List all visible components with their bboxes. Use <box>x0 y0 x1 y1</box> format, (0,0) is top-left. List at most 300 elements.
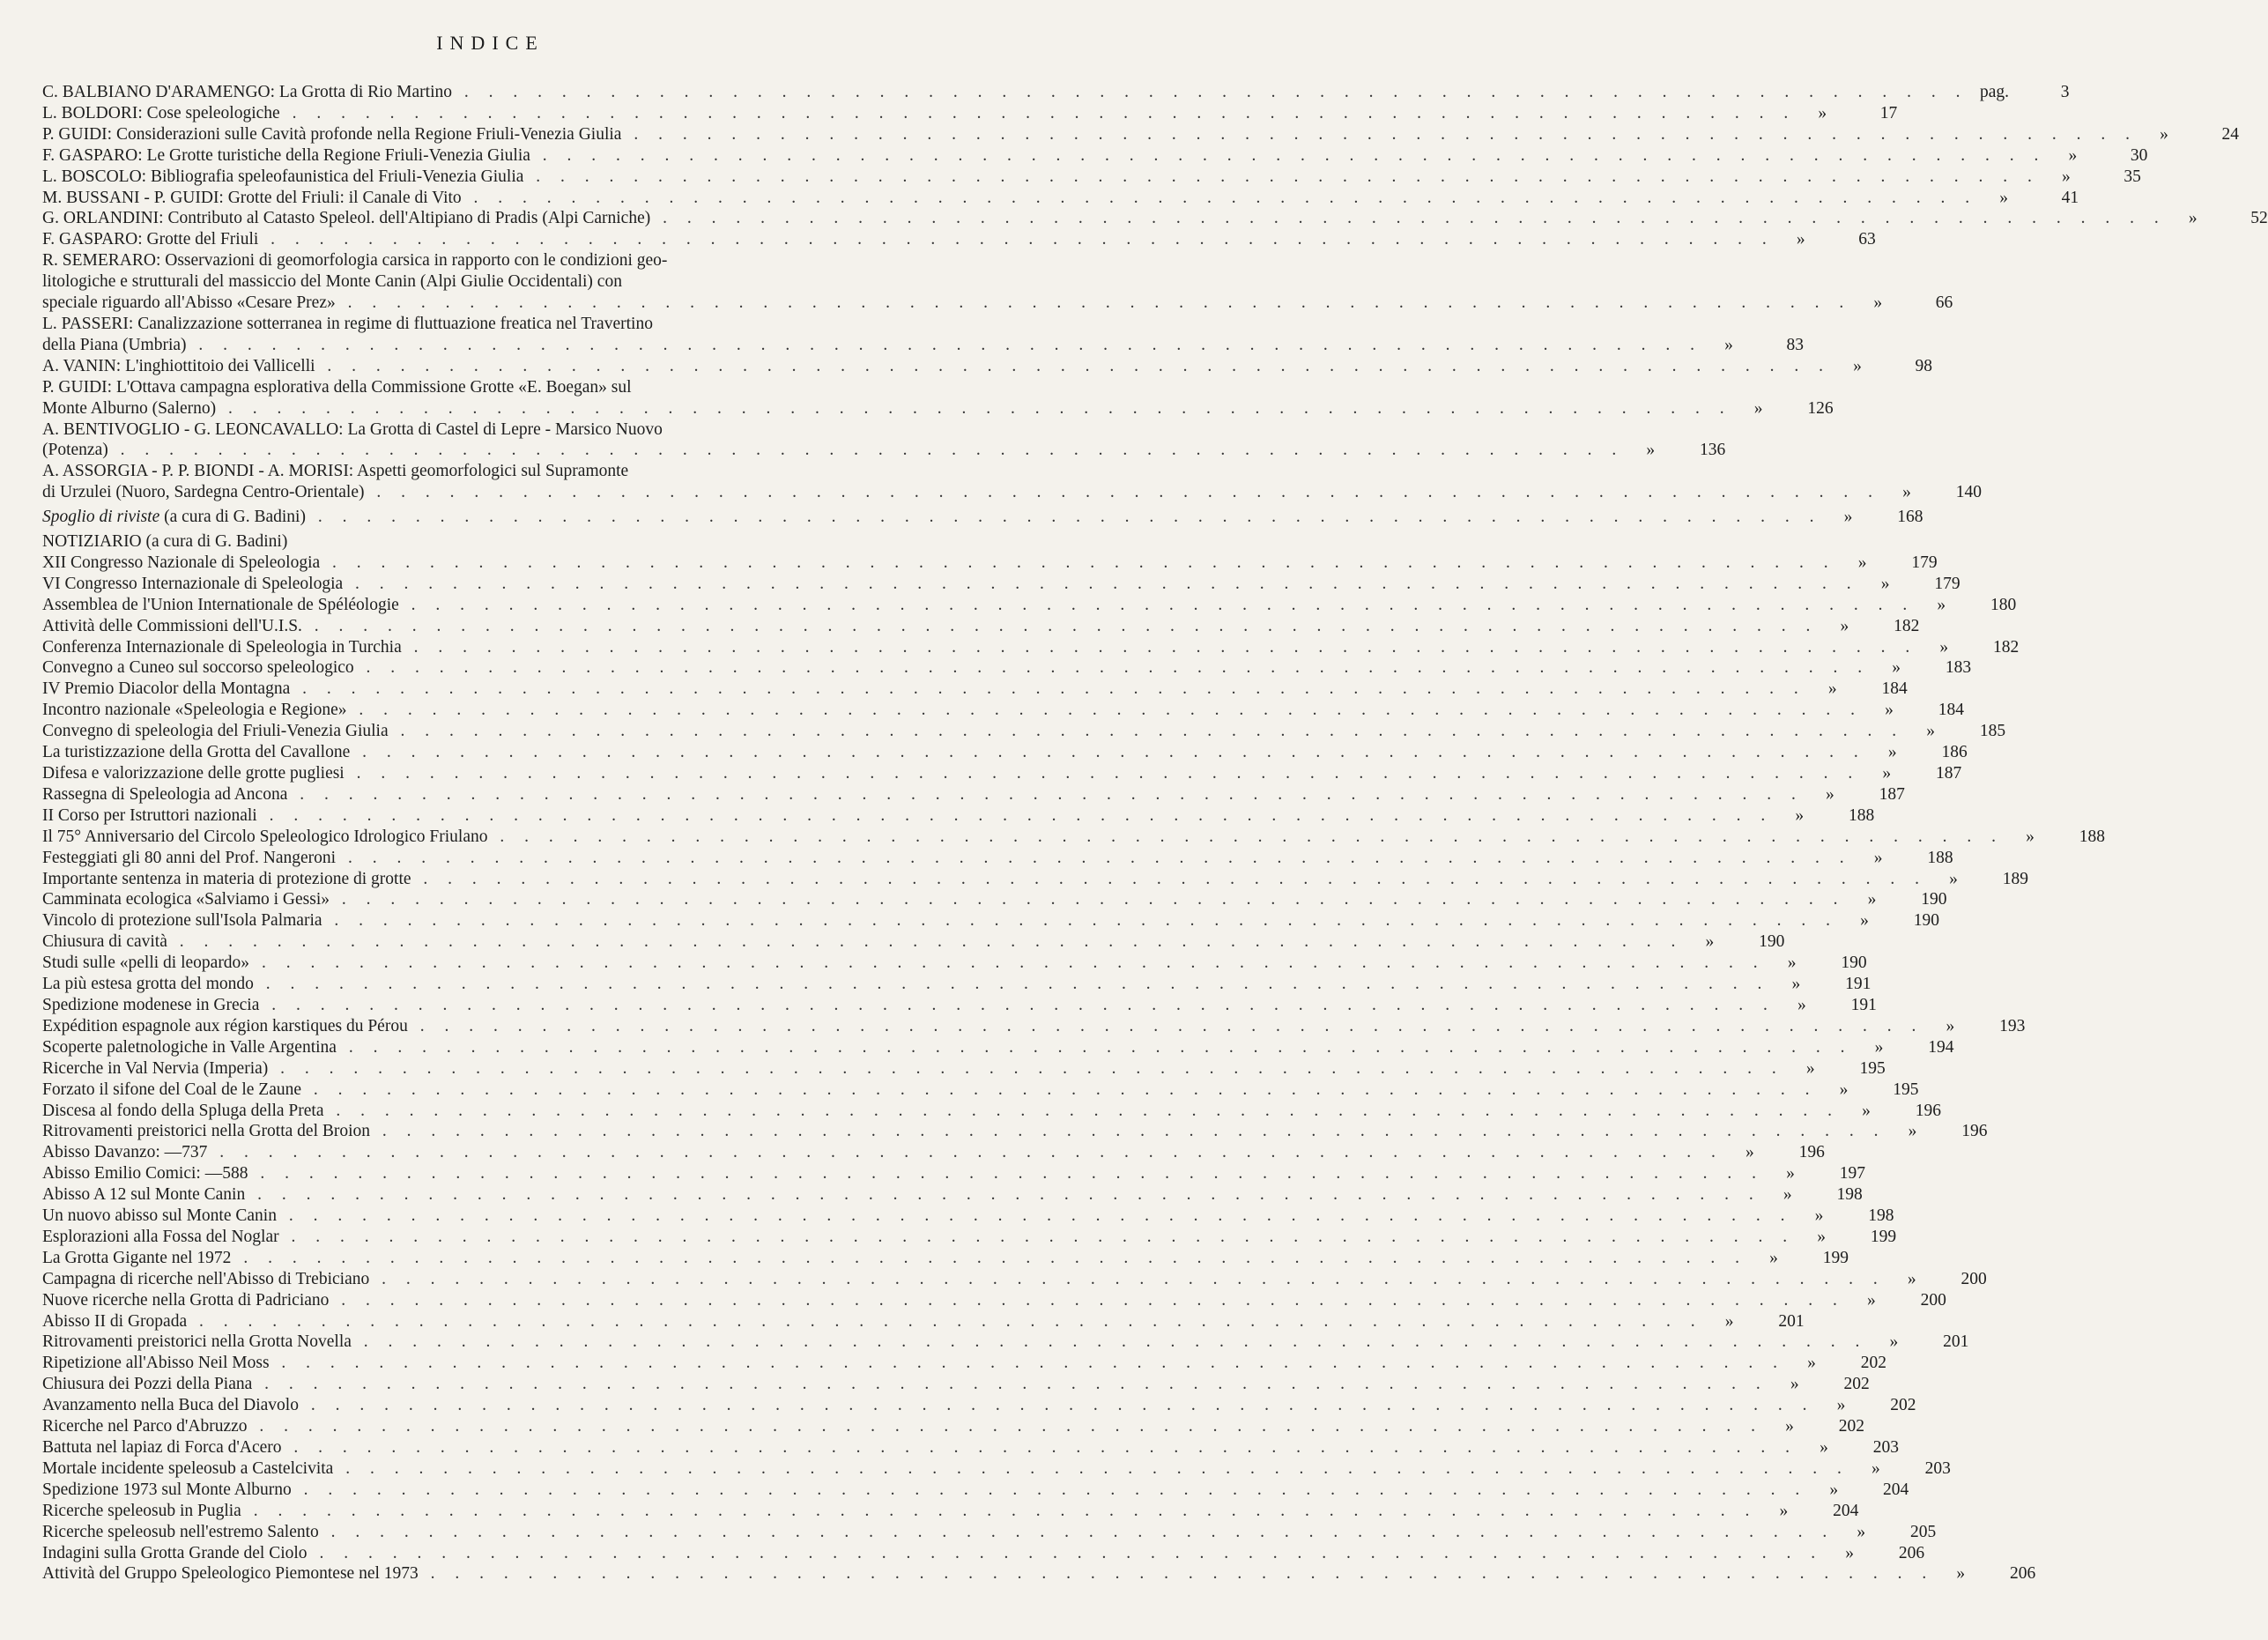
page-number: 193 <box>1999 1016 2026 1035</box>
page-number: 187 <box>1935 764 1962 783</box>
page-marker: » <box>1887 743 1897 762</box>
entry-title <box>42 1016 1923 1037</box>
leader-dots: . . . . . . . . . . . . . . . . . . . . . . . . . . . . . . . . . . . . . . . . . . . . . . . . . . . . . . . . . . . . . . <box>318 1522 1835 1541</box>
entry-title-text: Nuove ricerche nella Grotta di Padriciano <box>42 1290 330 1310</box>
page-number: 203 <box>1872 1438 1900 1457</box>
toc-entry <box>42 1080 1919 1101</box>
page-number: 189 <box>2002 869 2029 888</box>
leader-dots: . . . . . . . . . . . . . . . . . . . . . . . . . . . . . . . . . . . . . . . . . . . . . . . . . . . . . . . . . . . . . . <box>281 1438 1798 1457</box>
entry-title-text: C. BALBIANO D'ARAMENGO: La Grotta di Rio Martino <box>42 83 452 101</box>
entry-title-text: La Grotta Gigante nel 1972 <box>42 1248 232 1267</box>
entry-title <box>42 974 1769 995</box>
entry-title <box>42 1311 1703 1332</box>
entry-title-text: Esplorazioni alla Fossa del Noglar <box>42 1227 279 1246</box>
entry-title-italic: Spoglio di riviste <box>42 508 160 527</box>
toc-entry <box>42 657 1972 679</box>
leader-dots: . . . . . . . . . . . . . . . . . . . . . . . . . . . . . . . . . . . . . . . . . . . . . . . . . . . . . . . . . . . . . . <box>245 1185 1761 1205</box>
leader-dots: . . . . . . . . . . . . . . . . . . . . . . . . . . . . . . . . . . . . . . . . . . . . . . . . . . . . . . . . . . . . . . <box>276 1206 1793 1226</box>
page-marker <box>822 531 875 553</box>
page-number: 3 <box>2060 83 2070 101</box>
toc-entry <box>42 637 2020 658</box>
page-marker: » <box>1839 1080 1849 1099</box>
leader-dots: . . . . . . . . . . . . . . . . . . . . . . . . . . . . . . . . . . . . . . . . . . . . . . . . . . . . . . . . . . . . . . <box>330 890 1846 909</box>
toc-entry <box>42 1395 1916 1416</box>
entry-title <box>42 1353 1785 1374</box>
entry-title <box>42 229 1775 250</box>
page-marker: » <box>1814 1206 1824 1226</box>
entry-title-text: Abisso A 12 sul Monte Canin <box>42 1185 246 1205</box>
page-marker: pag. <box>1979 83 2009 101</box>
leader-dots: . . . . . . . . . . . . . . . . . . . . . . . . . . . . . . . . . . . . . . . . . . . . . . . . . . . . . . . . . . . . . . <box>290 679 1806 699</box>
page-number: 196 <box>1915 1101 1941 1120</box>
leader-dots: . . . . . . . . . . . . . . . . . . . . . . . . . . . . . . . . . . . . . . . . . . . . . . . . . . . . . . . . . . . . . . <box>231 1248 1747 1267</box>
entry-title-line: (Potenza) <box>42 441 108 460</box>
toc-entry <box>42 1163 1865 1184</box>
page-number: 204 <box>1882 1480 1909 1499</box>
page-number: 190 <box>1921 890 1947 909</box>
page-number: 191 <box>1845 975 1871 994</box>
leader-dots: . . . . . . . . . . . . . . . . . . . . . . . . . . . . . . . . . . . . . . . . . . . . . . . . . . . . . . . . . . . . . . <box>523 167 2040 186</box>
toc-entry <box>42 595 2017 616</box>
page-marker: » <box>1827 679 1837 699</box>
entry-title-text: Assemblea de l'Union Internationale de Spéléologie <box>42 595 399 614</box>
page-number: 195 <box>1893 1080 1919 1099</box>
entry-title <box>42 1206 1792 1227</box>
entry-title-text: Chiusura dei Pozzi della Piana <box>42 1375 253 1394</box>
toc-entry <box>42 931 1785 953</box>
leader-dots: . . . . . . . . . . . . . . . . . . . . . . . . . . . . . . . . . . . . . . . . . . . . . . . . . . . . . . . . . . . . . . <box>278 1227 1796 1246</box>
toc-entry <box>42 1563 2036 1584</box>
page-number: 204 <box>1833 1501 1859 1520</box>
entry-title-text: Festeggiati gli 80 anni del Prof. Nangeroni <box>42 848 337 867</box>
page-marker: » <box>1818 103 1827 122</box>
toc-entry <box>42 848 1953 869</box>
page-marker: » <box>2068 145 2078 165</box>
leader-dots: . . . . . . . . . . . . . . . . . . . . . . . . . . . . . . . . . . . . . . . . . . . . . . . . . . . . . . . . . . . . . . <box>253 975 1770 994</box>
page-number: 179 <box>1911 553 1938 572</box>
page-number: 201 <box>1943 1332 1969 1352</box>
toc-entry <box>42 1416 1865 1437</box>
page-number: 188 <box>2079 827 2105 846</box>
entry-title-text: La turistizzazione della Grotta del Cavallone <box>42 743 351 762</box>
page-number: 185 <box>1979 722 2006 741</box>
page-number: 198 <box>1836 1185 1863 1205</box>
page-number: 179 <box>1934 574 1960 593</box>
page-number: 200 <box>1960 1269 1987 1288</box>
page-marker: » <box>1779 1501 1789 1520</box>
toc-entry <box>42 461 1982 503</box>
page-marker: » <box>1949 869 1958 888</box>
page-marker: » <box>1853 356 1862 375</box>
leader-dots: . . . . . . . . . . . . . . . . . . . . . . . . . . . . . . . . . . . . . . . . . . . . . . . . . . . . . . . . . . . . . . <box>398 595 1916 614</box>
leader-dots: . . . . . . . . . . . . . . . . . . . . . . . . . . . . . . . . . . . . . . . . . . . . . . . . . . . . . . . . . . . . . . <box>207 1143 1723 1162</box>
entry-title <box>42 1395 1814 1416</box>
entry-title <box>42 1058 1784 1080</box>
page-marker: » <box>1956 1564 1966 1584</box>
entry-title <box>42 1121 1886 1142</box>
page-number: 30 <box>2130 145 2148 165</box>
page-number: 190 <box>1841 954 1867 973</box>
page-marker: » <box>1791 975 1801 994</box>
entry-title-line: A. BENTIVOGLIO - G. LEONCAVALLO: La Grotta di Castel di Lepre - Marsico Nuovo <box>42 419 663 439</box>
entry-title <box>42 167 2040 188</box>
page-marker: » <box>2160 124 2168 144</box>
leader-dots: . . . . . . . . . . . . . . . . . . . . . . . . . . . . . . . . . . . . . . . . . . . . . . . . . . . . . . . . . . . . . . <box>329 1290 1845 1310</box>
page-marker: » <box>1946 1016 1955 1035</box>
entry-title <box>42 124 2138 145</box>
page-number: 168 <box>1897 508 1923 527</box>
toc-entry <box>42 250 1953 314</box>
page-marker: » <box>1786 1164 1795 1184</box>
toc-entry <box>42 1248 1849 1269</box>
entry-title-text: Forzato il sifone del Coal de le Zaune <box>42 1080 302 1099</box>
entry-title <box>42 637 1917 658</box>
entry-title-rest: (a cura di G. Badini) <box>159 508 306 527</box>
entry-title-text: Abisso Davanzo: —737 <box>42 1143 208 1162</box>
toc-entry <box>42 208 2268 229</box>
leader-dots: . . . . . . . . . . . . . . . . . . . . . . . . . . . . . . . . . . . . . . . . . . . . . . . . . . . . . . . . . . . . . . <box>249 954 1766 973</box>
entry-title <box>42 250 1851 314</box>
leader-dots: . . . . . . . . . . . . . . . . . . . . . . . . . . . . . . . . . . . . . . . . . . . . . . . . . . . . . . . . . . . . . . <box>167 932 1684 952</box>
leader-dots: . . . . . . . . . . . . . . . . . . . . . . . . . . . . . . . . . . . . . . . . . . . . . . . . . . . . . . . . . . . . . . <box>487 827 2004 846</box>
entry-title <box>42 721 1904 742</box>
entry-title-text: M. BUSSANI - P. GUIDI: Grotte del Friuli: il Canale di Vito <box>42 188 462 207</box>
entry-title <box>42 679 1806 700</box>
leader-dots: . . . . . . . . . . . . . . . . . . . . . . . . . . . . . . . . . . . . . . . . . . . . . . . . . . . . . . . . . . . . . . <box>350 743 1866 762</box>
entry-title-text: Ricerche speleosub in Puglia <box>42 1501 241 1520</box>
page-marker: » <box>1829 1480 1839 1499</box>
entry-title-text: Avanzamento nella Buca del Diavolo <box>42 1396 299 1415</box>
page-marker: » <box>1867 890 1877 909</box>
entry-title <box>42 1543 1823 1564</box>
toc-entry <box>42 616 1920 637</box>
page-number: 140 <box>1955 483 1982 502</box>
toc-entry <box>42 103 1898 124</box>
leader-dots: . . . . . . . . . . . . . . . . . . . . . . . . . . . . . . . . . . . . . . . . . . . . . . . . . . . . . . . . . . . . . . <box>258 230 1775 249</box>
toc-entry <box>42 910 1940 931</box>
toc-entry <box>42 1058 1886 1080</box>
entry-title <box>42 995 1775 1016</box>
entry-title-text: Importante sentenza in materia di protezione di grotte <box>42 869 411 888</box>
page-number: 24 <box>2221 124 2239 144</box>
entry-title-text: Ricerche in Val Nervia (Imperia) <box>42 1058 269 1078</box>
entry-title <box>42 595 1915 616</box>
leader-dots: . . . . . . . . . . . . . . . . . . . . . . . . . . . . . . . . . . . . . . . . . . . . . . . . . . . . . . . . . . . . . . <box>323 1101 1840 1120</box>
page-marker: » <box>1902 483 1911 502</box>
entry-title-text: F. GASPARO: Le Grotte turistiche della Regione Friuli-Venezia Giulia <box>42 145 530 165</box>
entry-title-text: Convegno a Cuneo sul soccorso speleologico <box>42 658 354 678</box>
leader-dots: . . . . . . . . . . . . . . . . . . . . . . . . . . . . . . . . . . . . . . . . . . . . . . . . . . . . . . . . . . . . . . <box>241 1501 1758 1520</box>
leader-dots: . . . . . . . . . . . . . . . . . . . . . . . . . . . . . . . . . . . . . . . . . . . . . . . . . . . . . . . . . . . . . . <box>216 398 1732 418</box>
entry-title-text: Chiusura di cavità <box>42 932 167 952</box>
toc-entry <box>42 974 1871 995</box>
leader-dots: . . . . . . . . . . . . . . . . . . . . . . . . . . . . . . . . . . . . . . . . . . . . . . . . . . . . . . . . . . . . . . <box>315 356 1832 375</box>
entry-title-line: speciale riguardo all'Abisso «Cesare Prez» <box>42 293 336 313</box>
toc-entry <box>42 1290 1946 1311</box>
entry-title-text: XII Congresso Nazionale di Speleologia <box>42 553 321 572</box>
toc-entry <box>42 869 2029 890</box>
table-of-contents <box>42 82 2268 1584</box>
page-marker: » <box>1882 764 1892 783</box>
entry-title-line: della Piana (Umbria) <box>42 335 187 354</box>
page-number: 191 <box>1850 995 1877 1014</box>
entry-title-line: litologiche e strutturali del massiccio del Monte Canin (Alpi Giulie Occidentali) con <box>42 272 622 292</box>
page-marker: » <box>1785 1417 1794 1436</box>
toc-entry <box>42 1501 1859 1522</box>
entry-title <box>42 1101 1840 1122</box>
page-marker: » <box>1820 1438 1828 1457</box>
entry-title-text: L. BOLDORI: Cose speleologiche <box>42 103 280 122</box>
page-number: 200 <box>1920 1290 1946 1310</box>
page-marker: » <box>1885 701 1894 720</box>
page-marker: » <box>1769 1248 1778 1267</box>
toc-entry <box>42 1374 1870 1395</box>
page-number: 63 <box>1858 230 1876 249</box>
leader-dots: . . . . . . . . . . . . . . . . . . . . . . . . . . . . . . . . . . . . . . . . . . . . . . . . . . . . . . . . . . . . . . <box>369 1269 1886 1288</box>
entry-title <box>42 657 1870 679</box>
toc-entry <box>42 1016 2026 1037</box>
entry-title <box>42 1080 1818 1101</box>
page-number: 41 <box>2061 188 2079 207</box>
page-number: 195 <box>1859 1058 1886 1078</box>
page-marker: » <box>1790 1375 1799 1394</box>
page-marker: » <box>1705 932 1715 952</box>
entry-title-text: Spedizione 1973 sul Monte Alburno <box>42 1480 292 1499</box>
leader-dots: . . . . . . . . . . . . . . . . . . . . . . . . . . . . . . . . . . . . . . . . . . . . . . . . . . . . . . . . . . . . . . <box>411 869 1928 888</box>
toc-entry <box>42 1522 1937 1543</box>
leader-dots: . . . . . . . . . . . . . . . . . . . . . . . . . . . . . . . . . . . . . . . . . . . . . . . . . . . . . . . . . . . . . . <box>247 1417 1764 1436</box>
page-number: 187 <box>1879 784 1905 804</box>
leader-dots: . . . . . . . . . . . . . . . . . . . . . . . . . . . . . . . . . . . . . . . . . . . . . . . . . . . . . . . . . . . . . . <box>451 83 1968 101</box>
toc-entry <box>42 1353 1887 1374</box>
entry-title <box>42 1163 1764 1184</box>
page-number: 194 <box>1928 1037 1954 1057</box>
page-marker: » <box>2188 209 2198 228</box>
entry-title <box>42 1248 1747 1269</box>
entry-title-text: Il 75° Anniversario del Circolo Speleologico Idrologico Friulano <box>42 827 488 846</box>
entry-title <box>42 763 1860 784</box>
page-marker: » <box>1860 911 1869 931</box>
leader-dots: . . . . . . . . . . . . . . . . . . . . . . . . . . . . . . . . . . . . . . . . . . . . . . . . . . . . . . . . . . . . . . <box>269 1354 1786 1373</box>
page-marker: » <box>1907 1269 1916 1288</box>
entry-title <box>42 82 1968 103</box>
entry-title <box>42 574 1859 595</box>
entry-title <box>42 827 2004 848</box>
leader-dots: . . . . . . . . . . . . . . . . . . . . . . . . . . . . . . . . . . . . . . . . . . . . . . . . . . . . . . . . . . . . . . <box>333 1458 1849 1478</box>
leader-dots: . . . . . . . . . . . . . . . . . . . . . . . . . . . . . . . . . . . . . . . . . . . . . . . . . . . . . . . . . . . . . . <box>351 1332 1868 1352</box>
toc-entry <box>42 419 1726 462</box>
page-number: 182 <box>1993 637 2020 657</box>
leader-dots: . . . . . . . . . . . . . . . . . . . . . . . . . . . . . . . . . . . . . . . . . . . . . . . . . . . . . . . . . . . . . . <box>322 911 1839 931</box>
entry-title <box>42 889 1846 910</box>
entry-title <box>42 1480 1807 1501</box>
page-marker: » <box>1783 1185 1792 1205</box>
toc-entry <box>42 1121 1988 1142</box>
page-marker: » <box>1646 441 1656 460</box>
entry-title-text: A. VANIN: L'inghiottitoio dei Vallicelli <box>42 356 315 375</box>
toc-entry <box>42 553 1938 574</box>
toc-entry <box>42 995 1877 1016</box>
leader-dots: . . . . . . . . . . . . . . . . . . . . . . . . . . . . . . . . . . . . . . . . . . . . . . . . . . . . . . . . . . . . . . <box>307 1543 1824 1562</box>
section-heading: NOTIZIARIO (a cura di G. Badini) <box>42 532 288 552</box>
toc-entry <box>42 507 1923 528</box>
leader-dots: . . . . . . . . . . . . . . . . . . . . . . . . . . . . . . . . . . . . . . . . . . . . . . . . . . . . . . . . . . . . . . <box>344 764 1861 783</box>
page-marker: » <box>1874 1037 1884 1057</box>
entry-title-text: Conferenza Internazionale di Speleologia in Turchia <box>42 637 402 657</box>
leader-dots: . . . . . . . . . . . . . . . . . . . . . . . . . . . . . . . . . . . . . . . . . . . . . . . . . . . . . . . . . . . . . . <box>407 1016 1924 1035</box>
page-number: 190 <box>1913 911 1940 931</box>
page-marker: » <box>1753 398 1763 418</box>
leader-dots: . . . . . . . . . . . . . . . . . . . . . . . . . . . . . . . . . . . . . . . . . . . . . . . . . . . . . . . . . . . . . . <box>388 722 1905 741</box>
entry-title-text: Campagna di ricerche nell'Abisso di Trebiciano <box>42 1269 370 1288</box>
entry-title-text: Mortale incidente speleosub a Castelcivita <box>42 1458 334 1478</box>
entry-title-text: Un nuovo abisso sul Monte Canin <box>42 1206 277 1226</box>
leader-dots: . . . . . . . . . . . . . . . . . . . . . . . . . . . . . . . . . . . . . . . . . . . . . . . . . . . . . . . . . . . . . . <box>287 784 1804 804</box>
page-marker: » <box>1939 637 1949 657</box>
toc-entry <box>42 1480 1909 1501</box>
entry-title <box>42 377 1732 419</box>
entry-title <box>42 953 1766 974</box>
entry-title <box>42 1374 1768 1395</box>
page-number: 199 <box>1822 1248 1849 1267</box>
page-number: 202 <box>1890 1396 1916 1415</box>
toc-entry <box>42 742 1968 763</box>
entry-title <box>42 314 1702 356</box>
toc-entry <box>42 1458 1951 1480</box>
toc-entry <box>42 82 2070 103</box>
toc-entry <box>42 1543 1925 1564</box>
entry-title <box>42 1290 1845 1311</box>
page-marker: » <box>1796 230 1805 249</box>
entry-title <box>42 1184 1761 1206</box>
entry-title <box>42 931 1683 953</box>
entry-title-text: Discesa al fondo della Spluga della Preta <box>42 1101 324 1120</box>
page-marker: » <box>1889 1332 1899 1352</box>
page-marker: » <box>1873 848 1883 867</box>
entry-title <box>42 419 1624 462</box>
leader-dots: . . . . . . . . . . . . . . . . . . . . . . . . . . . . . . . . . . . . . . . . . . . . . . . . . . . . . . . . . . . . . . <box>298 1396 1815 1415</box>
leader-dots: . . . . . . . . . . . . . . . . . . . . . . . . . . . . . . . . . . . . . . . . . . . . . . . . . . . . . . . . . . . . . . <box>256 805 1774 825</box>
entry-title-line: di Urzulei (Nuoro, Sardegna Centro-Orientale) <box>42 483 365 502</box>
page-number: 202 <box>1843 1375 1870 1394</box>
toc-entry <box>42 377 1834 419</box>
entry-title-text: Attività delle Commissioni dell'U.I.S. <box>42 616 302 635</box>
leader-dots: . . . . . . . . . . . . . . . . . . . . . . . . . . . . . . . . . . . . . . . . . . . . . . . . . . . . . . . . . . . . . . <box>305 508 1822 527</box>
page-number <box>875 531 923 553</box>
leader-dots: . . . . . . . . . . . . . . . . . . . . . . . . . . . . . . . . . . . . . . . . . . . . . . . . . . . . . . . . . . . . . . <box>336 848 1852 867</box>
leader-dots: . . . . . . . . . . . . . . . . . . . . . . . . . . . . . . . . . . . . . . . . . . . . . . . . . . . . . . . . . . . . . . <box>343 574 1859 593</box>
toc-entry <box>42 953 1867 974</box>
entry-title <box>42 700 1863 721</box>
entry-title-text: La più estesa grotta del mondo <box>42 975 254 994</box>
entry-title <box>42 1522 1834 1543</box>
entry-title-line: R. SEMERARO: Osservazioni di geomorfologia carsica in rapporto con le condizioni geo- <box>42 251 668 271</box>
entry-title-text: Camminata ecologica «Salviamo i Gessi» <box>42 890 330 909</box>
toc-entry <box>42 889 1947 910</box>
page-number: 17 <box>1879 103 1898 122</box>
entry-title <box>42 869 1927 890</box>
entry-title-text: Ritrovamenti preistorici nella Grotta del Broion <box>42 1122 371 1141</box>
page-number: 83 <box>1786 335 1805 354</box>
entry-title <box>42 1227 1795 1248</box>
entry-title-text: VI Congresso Internazionale di Speleologia <box>42 574 344 593</box>
toc-entry <box>42 1184 1863 1206</box>
leader-dots: . . . . . . . . . . . . . . . . . . . . . . . . . . . . . . . . . . . . . . . . . . . . . . . . . . . . . . . . . . . . . . <box>107 441 1625 460</box>
toc-entry <box>42 1227 1897 1248</box>
entry-title <box>42 784 1804 805</box>
entry-title <box>42 208 2167 229</box>
page-marker: » <box>2026 827 2035 846</box>
entry-title <box>42 188 1977 209</box>
entry-title <box>42 1037 1852 1058</box>
leader-dots: . . . . . . . . . . . . . . . . . . . . . . . . . . . . . . . . . . . . . . . . . . . . . . . . . . . . . . . . . . . . . . <box>187 1311 1703 1331</box>
entry-title <box>42 1501 1757 1522</box>
page-marker: » <box>1892 658 1901 678</box>
page-number: 52 <box>2250 209 2268 228</box>
entry-title <box>42 103 1796 124</box>
page-number: 198 <box>1868 1206 1894 1226</box>
entry-title-text: Spedizione modenese in Grecia <box>42 995 260 1014</box>
page-number: 98 <box>1915 356 1933 375</box>
toc-entry <box>42 124 2239 145</box>
entry-title <box>42 910 1838 931</box>
leader-dots: . . . . . . . . . . . . . . . . . . . . . . . . . . . . . . . . . . . . . . . . . . . . . . . . . . . . . . . . . . . . . . <box>248 1164 1764 1184</box>
leader-dots: . . . . . . . . . . . . . . . . . . . . . . . . . . . . . . . . . . . . . . . . . . . . . . . . . . . . . . . . . . . . . . <box>301 1080 1818 1099</box>
leader-dots: . . . . . . . . . . . . . . . . . . . . . . . . . . . . . . . . . . . . . . . . . . . . . . . . . . . . . . . . . . . . . . <box>268 1058 1784 1078</box>
entry-title-text: Indagini sulla Grotta Grande del Ciolo <box>42 1543 308 1562</box>
entry-title <box>42 507 1821 528</box>
entry-title <box>42 1563 1934 1584</box>
leader-dots: . . . . . . . . . . . . . . . . . . . . . . . . . . . . . . . . . . . . . . . . . . . . . . . . . . . . . . . . . . . . . . <box>186 335 1703 354</box>
toc-entry <box>42 784 1905 805</box>
page-marker: » <box>1857 553 1867 572</box>
leader-dots: . . . . . . . . . . . . . . . . . . . . . . . . . . . . . . . . . . . . . . . . . . . . . . . . . . . . . . . . . . . . . . <box>279 103 1797 122</box>
entry-title-text: IV Premio Diacolor della Montagna <box>42 679 291 699</box>
toc-entry <box>42 229 1876 250</box>
leader-dots: . . . . . . . . . . . . . . . . . . . . . . . . . . . . . . . . . . . . . . . . . . . . . . . . . . . . . . . . . . . . . . <box>291 1480 1808 1499</box>
leader-dots: . . . . . . . . . . . . . . . . . . . . . . . . . . . . . . . . . . . . . . . . . . . . . . . . . . . . . . . . . . . . . . <box>301 616 1819 635</box>
page-number: 184 <box>1938 701 1964 720</box>
entry-title-text: Ricerche speleosub nell'estremo Salento <box>42 1522 319 1541</box>
toc-entry <box>42 805 1875 827</box>
toc-entry <box>42 1311 1805 1332</box>
page-marker: » <box>1908 1122 1917 1141</box>
entry-title-line: P. GUIDI: L'Ottava campagna esplorativa della Commissione Grotte «E. Boegan» sul <box>42 377 632 397</box>
entry-title-text: II Corso per Istruttori nazionali <box>42 805 257 825</box>
entry-title <box>42 1437 1797 1458</box>
entry-title <box>42 1416 1763 1437</box>
toc-entry <box>42 700 1964 721</box>
entry-title-text: Incontro nazionale «Speleologia e Regione» <box>42 701 347 720</box>
page-marker: » <box>1836 1396 1846 1415</box>
page-marker: » <box>1845 1543 1854 1562</box>
entry-title <box>42 742 1866 763</box>
page-number: 202 <box>1838 1417 1865 1436</box>
page-marker: » <box>1817 1227 1826 1246</box>
entry-title <box>42 356 1831 377</box>
page-number: 126 <box>1807 398 1834 418</box>
page-marker: » <box>1857 1522 1866 1541</box>
page-marker: » <box>1867 1290 1876 1310</box>
page-marker: » <box>2062 167 2071 186</box>
entry-title-line: Monte Alburno (Salerno) <box>42 398 217 418</box>
page-number: 202 <box>1860 1354 1887 1373</box>
page-number: 35 <box>2123 167 2141 186</box>
page-number: 180 <box>1990 595 2017 614</box>
leader-dots: . . . . . . . . . . . . . . . . . . . . . . . . . . . . . . . . . . . . . . . . . . . . . . . . . . . . . . . . . . . . . . <box>418 1564 1935 1584</box>
leader-dots: . . . . . . . . . . . . . . . . . . . . . . . . . . . . . . . . . . . . . . . . . . . . . . . . . . . . . . . . . . . . . . <box>461 188 1978 207</box>
toc-entry <box>42 1269 1987 1290</box>
